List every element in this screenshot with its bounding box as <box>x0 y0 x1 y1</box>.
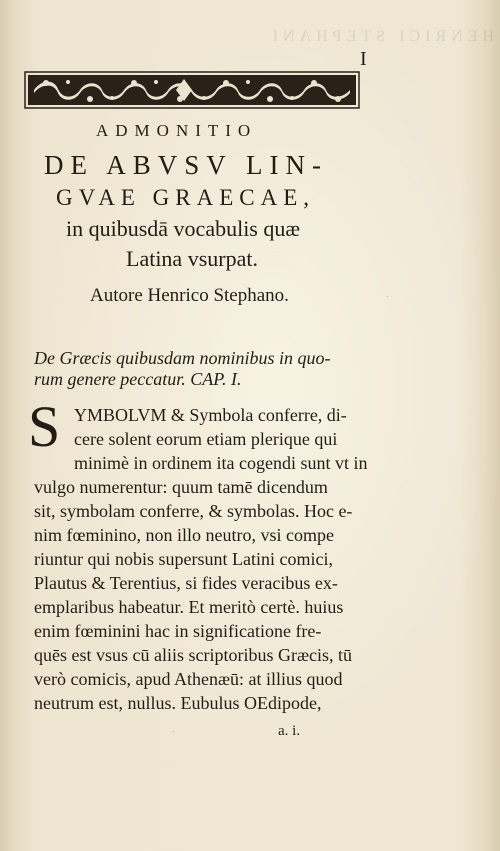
body-line-8: Plautus & Terentius, si fides veracibus ex- <box>34 573 338 593</box>
stray-mark: · <box>172 727 176 738</box>
stray-mark: · <box>386 292 390 303</box>
body-line-13: neutrum est, nullus. Eubulus OEdipode, <box>34 693 322 713</box>
body-line-5: sit, symbolam conferre, & symbolas. Hoc e- <box>34 501 353 521</box>
body-line-4: vulgo numerentur: quum tamē dicendum <box>34 477 328 497</box>
drop-cap: S <box>28 394 61 459</box>
body-line-7: riuntur qui nobis supersunt Latini comici, <box>34 549 333 569</box>
author-line: Autore Henrico Stephano. <box>90 285 289 306</box>
body-line-9: emplaribus habeatur. Et meritò certè. huius <box>34 597 344 617</box>
body-line-6: nim fœminino, non illo neutro, vsi compe <box>34 525 334 545</box>
body-line-11: quēs est vsus cū aliis scriptoribus Græcis, tū <box>34 645 352 665</box>
chapter-heading-line-2: rum genere peccatur. CAP. I. <box>34 369 242 389</box>
chapter-heading-line-1: De Græcis quibusdam nominibus in quo- <box>34 348 331 368</box>
page-number: I <box>360 48 367 70</box>
body-line-1: YMBOLVM & Symbola conferre, di- <box>74 405 347 425</box>
body-line-3: minimè in ordinem ita cogendi sunt vt in <box>74 453 368 473</box>
title-line-3: in quibusdā vocabulis quæ <box>66 216 301 241</box>
ornamental-headpiece <box>24 71 360 109</box>
body-line-10: enim fœminini hac in significatione fre- <box>34 621 322 641</box>
header-admonitio: ADMONITIO <box>96 121 258 140</box>
title-line-2: GVAE GRAECAE, <box>56 185 316 210</box>
body-line-2: cere solent eorum etiam plerique qui <box>74 429 338 449</box>
catchword-signature: a. i. <box>278 723 301 739</box>
title-line-4: Latina vsurpat. <box>126 246 258 271</box>
bleed-through-text: HENRICI STEPHANI <box>267 28 494 45</box>
title-line-1: DE ABVSV LIN- <box>44 150 329 180</box>
body-line-12: verò comicis, apud Athenæū: at illius quod <box>34 669 343 689</box>
